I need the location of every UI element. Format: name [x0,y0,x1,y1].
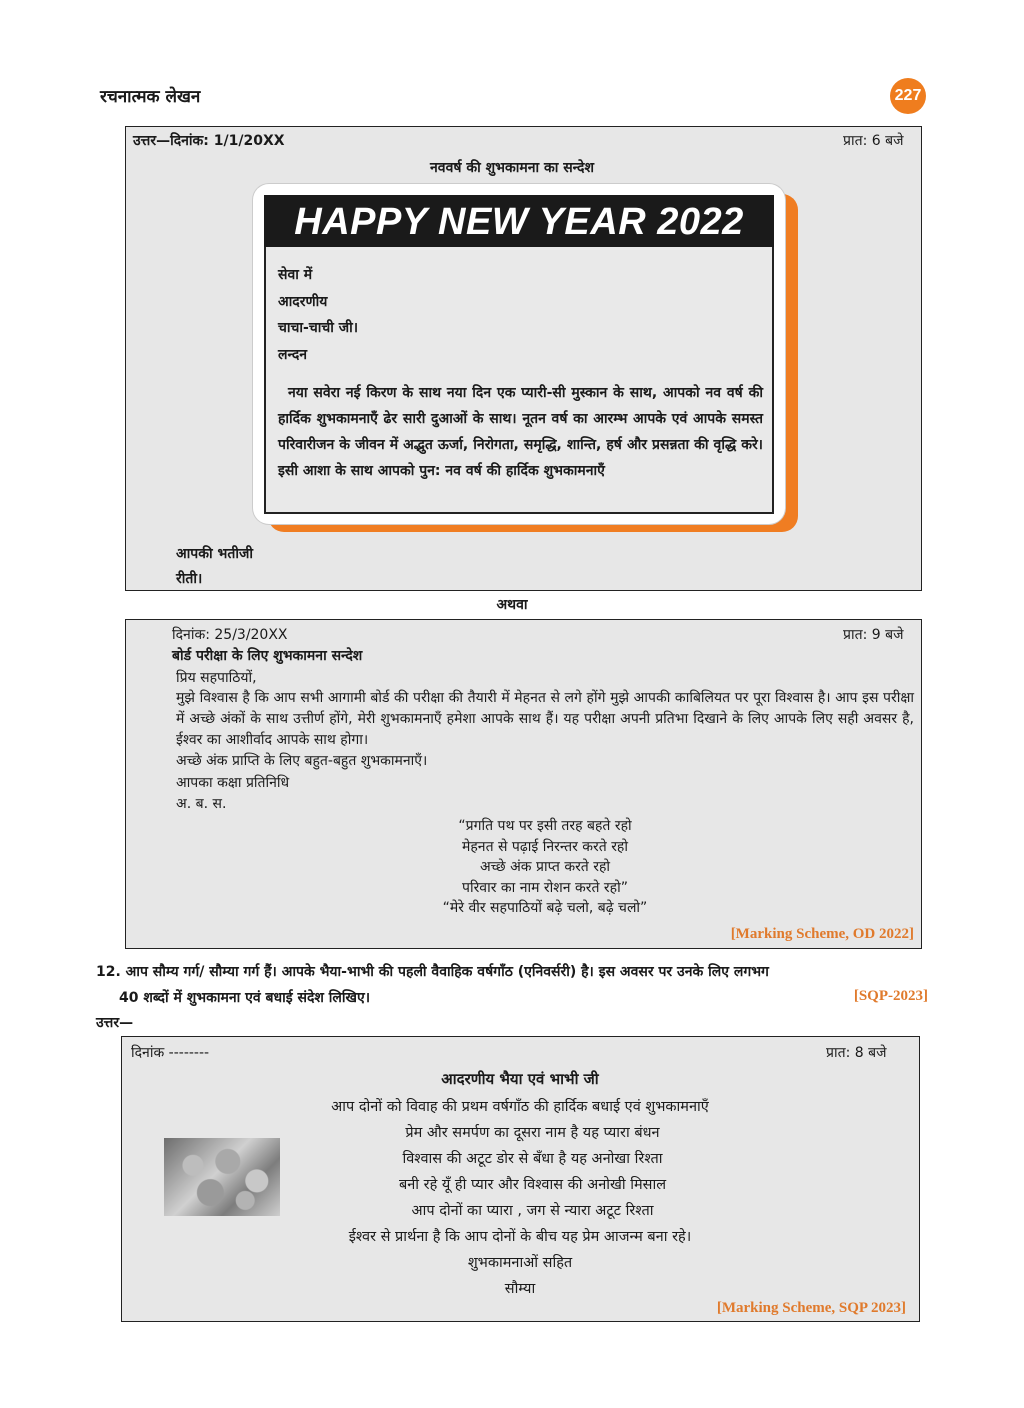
signoff-line: रीती। [176,571,203,587]
answer2-heading: बोर्ड परीक्षा के लिए शुभकामना सन्देश [172,648,363,664]
answer2-time: प्रात: 9 बजे [843,627,904,643]
poem-line: अच्छे अंक प्राप्त करते रहो [479,859,611,875]
address-line: सेवा में [278,267,313,283]
card-message: नया सवेरा नई किरण के साथ नया दिन एक प्यारी-सी मुस्कान के साथ, आपको नव वर्ष की हार्दिक शुभकामनाएँ ढेर सारी दुआओं के साथ। नूतन वर्ष का आरम्भ आपके एवं आपके समस्त परिवारीजन के जीवन में अद्भुत ऊर्जा, निरोगता, समृद्धि, शान्ति, हर्ष और प्रसन्नता की वृद्धि करे। इसी आशा के साथ आपको पुन: नव वर्ष की हार्दिक शुभकामनाएँ [278,385,763,479]
answer3-date: दिनांक -------- [131,1045,210,1061]
sender-line: आपका कक्षा प्रतिनिधि [176,775,290,791]
message-line: प्रेम और समर्पण का दूसरा नाम है यह प्यारा बंधन [405,1125,660,1141]
answer-label: उत्तर— [96,1015,134,1031]
answer3-message [260,1094,780,1302]
address-line: आदरणीय [278,293,328,310]
signoff-line: आपकी भतीजी [176,546,253,562]
question12-line2: 40 शब्दों में शुभकामना एवं बधाई संदेश लिखिए। [119,990,371,1006]
message-line: ईश्वर से प्रार्थना है कि आप दोनों के बीच यह प्रेम आजन्म बना रहे। [348,1229,692,1245]
page-number-badge: 227 [890,78,926,114]
answer3-time: प्रात: 8 बजे [826,1045,887,1061]
sender-line: अ. ब. स. [176,796,227,812]
question12-line1: 12. आप सौम्य गर्ग/ सौम्या गर्ग हैं। आपके भैया-भाभी की पहली वैवाहिक वर्षगाँठ (एनिवर्सरी) है। इस अवसर पर उनके लिए लगभग [96,964,769,980]
poem-line: मेहनत से पढ़ाई निरन्तर करते रहो [462,838,628,855]
message-line: आप दोनों को विवाह की प्रथम वर्षगाँठ की हार्दिक बधाई एवं शुभकामनाएँ [331,1099,709,1115]
answer1-time: प्रात: 6 बजे [843,133,904,149]
answer2-sender [176,773,289,815]
message-line: सौम्या [504,1281,536,1297]
greeting-card-banner: HAPPY NEW YEAR 2022 [264,195,774,247]
answer2-closing: अच्छे अंक प्राप्ति के लिए बहुत-बहुत शुभकामनाएँ। [176,753,428,769]
answer2-reference: [Marking Scheme, OD 2022] [730,926,914,942]
message-line: बनी रहे यूँ ही प्यार और विश्वास की अनोखी मिसाल [398,1177,667,1193]
answer3-reference: [Marking Scheme, SQP 2023] [716,1300,906,1316]
address-line: लन्दन [278,346,308,363]
message-line: विश्वास की अटूट डोर से बँधा है यह अनोखा रिश्ता [402,1151,663,1167]
card-address [278,262,358,368]
answer1-heading: नववर्ष की शुभकामना का सन्देश [430,160,594,176]
answer1-date: उत्तर—दिनांक: 1/1/20XX [133,133,285,149]
poem-line: “मेरे वीर सहपाठियों बढ़े चलो, बढ़े चलो” [442,900,648,916]
answer3-heading: आदरणीय भैया एवं भाभी जी [441,1070,599,1088]
answer1-signoff [176,542,253,592]
answer2-salutation: प्रिय सहपाठियों, [176,670,257,686]
or-label: अथवा [496,597,528,613]
chapter-title: रचनात्मक लेखन [100,87,201,107]
message-line: शुभकामनाओं सहित [467,1255,573,1271]
poem-line: परिवार का नाम रोशन करते रहो” [462,879,628,896]
answer2-poem [330,816,760,919]
message-line: आप दोनों का प्यारा , जग से न्यारा अटूट रिश्ता [411,1203,654,1219]
answer2-date: दिनांक: 25/3/20XX [172,627,288,643]
question12-reference: [SQP-2023] [853,988,928,1004]
address-line: चाचा-चाची जी। [278,320,359,336]
answer2-body: मुझे विश्वास है कि आप सभी आगामी बोर्ड की परीक्षा की तैयारी में मेहनत से लगे होंगे मुझे आपकी काबिलियत पर पूरा विश्वास है। आप इस परीक्षा में अच्छे अंकों के साथ उत्तीर्ण होंगे, मेरी शुभकामनाएँ हमेशा आपके साथ हैं। यह परीक्षा अपनी प्रतिभा दिखाने के लिए आपके लिए सही अवसर है, ईश्वर का आशीर्वाद आपके साथ होगा। [176,690,914,748]
poem-line: “प्रगति पथ पर इसी तरह बहते रहो [458,818,632,834]
